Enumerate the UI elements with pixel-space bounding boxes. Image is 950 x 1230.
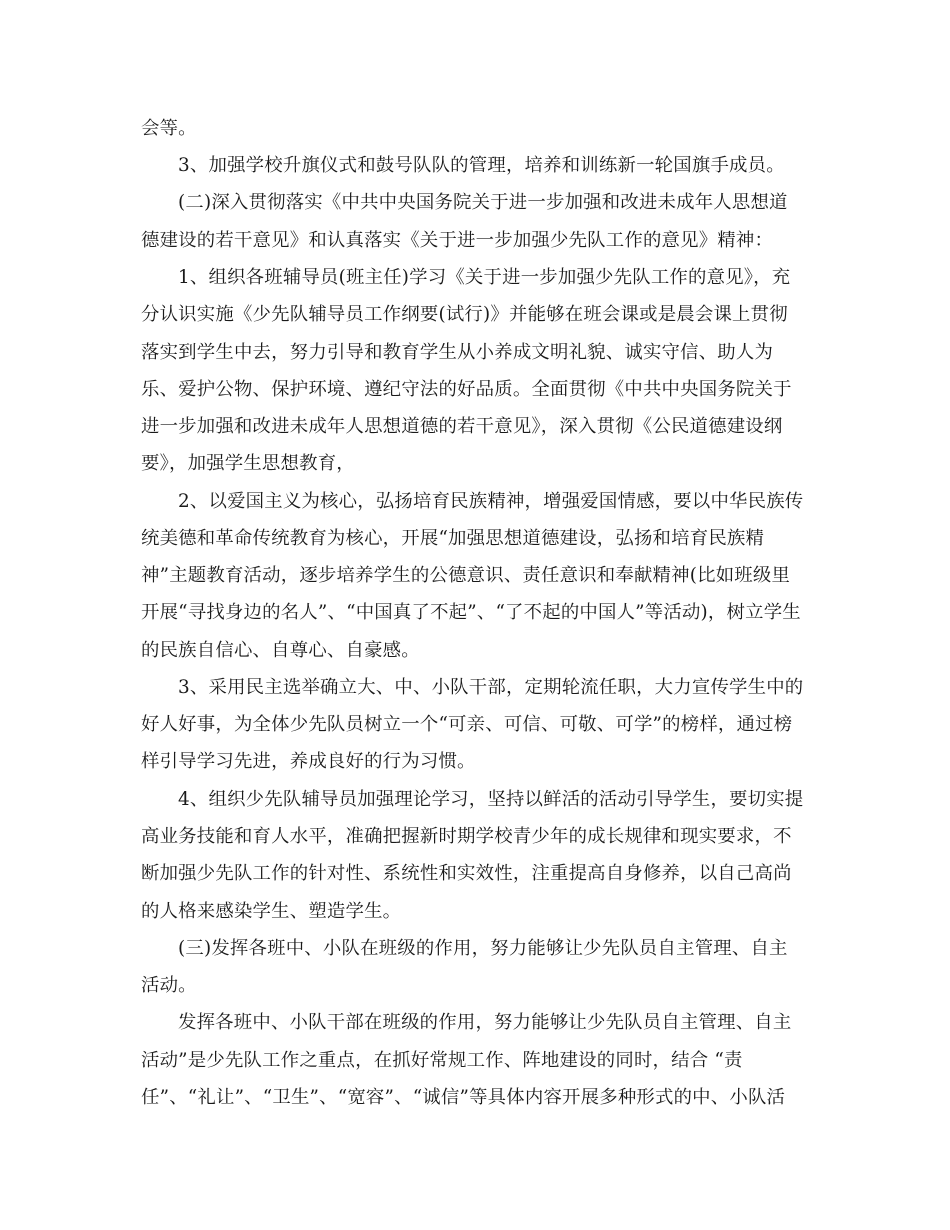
text-line: 4、组织少先队辅导员加强理论学习，坚持以鲜活的活动引导学生，要切实提 [178, 789, 804, 810]
text-line: 3、采用民主选举确立大、中、小队干部，定期轮流任职，大力宣传学生中的 [178, 677, 804, 698]
text-line: 活动。 [141, 975, 197, 996]
text-line: 乐、爱护公物、保护环境、遵纪守法的好品质。全面贯彻《中共中央国务院关于 [141, 379, 792, 400]
text-line: 发挥各班中、小队干部在班级的作用，努力能够让少先队员自主管理、自主 [178, 1012, 792, 1033]
text-line: 样引导学习先进，养成良好的行为习惯。 [141, 751, 476, 772]
text-line: 落实到学生中去，努力引导和教育学生从小养成文明礼貌、诚实守信、助人为 [141, 342, 774, 363]
text-line: 好人好事，为全体少先队员树立一个“可亲、可信、可敬、可学”的榜样，通过榜 [141, 714, 793, 735]
text-line: 德建设的若干意见》和认真落实《关于进一步加强少先队工作的意见》精神： [141, 230, 774, 251]
text-line: 3、加强学校升旗仪式和鼓号队队的管理，培养和训练新一轮国旗手成员。 [178, 155, 785, 176]
text-line: 断加强少先队工作的针对性、系统性和实效性，注重提高自身修养，以自己高尚 [141, 863, 792, 884]
text-line: 任”、“礼让”、“卫生”、“宽容”、“诚信”等具体内容开展多种形式的中、小队活 [141, 1087, 786, 1108]
text-line: 活动”是少先队工作之重点，在抓好常规工作、阵地建设的同时，结合 “责 [141, 1050, 743, 1071]
text-line: 开展“寻找身边的名人”、“中国真了不起”、“了不起的中国人”等活动)，树立学生 [141, 602, 801, 623]
text-line: 高业务技能和育人水平，准确把握新时期学校青少年的成长规律和现实要求，不 [141, 826, 792, 847]
text-line: (二)深入贯彻落实《中共中央国务院关于进一步加强和改进未成年人思想道 [178, 192, 788, 213]
text-line: 统美德和革命传统教育为核心，开展“加强思想道德建设，弘扬和培育民族精 [141, 528, 765, 549]
text-line: 的人格来感染学生、塑造学生。 [141, 901, 402, 922]
text-line: 分认识实施《少先队辅导员工作纲要(试行)》并能够在班会课或是晨会课上贯彻 [141, 304, 788, 325]
text-line: (三)发挥各班中、小队在班级的作用，努力能够让少先队员自主管理、自主 [178, 938, 788, 959]
text-line: 1、组织各班辅导员(班主任)学习《关于进一步加强少先队工作的意见》，充 [178, 267, 791, 288]
text-line: 会等。 [141, 118, 197, 139]
text-line: 2、以爱国主义为核心，弘扬培育民族精神，增强爱国情感，要以中华民族传 [178, 491, 804, 512]
text-line: 进一步加强和改进未成年人思想道德的若干意见》，深入贯彻《公民道德建设纲 [141, 416, 783, 437]
text-line: 的民族自信心、自尊心、自豪感。 [141, 640, 420, 661]
text-line: 要》，加强学生思想教育， [141, 453, 355, 474]
text-line: 神”主题教育活动，逐步培养学生的公德意识、责任意识和奉献精神(比如班级里 [141, 565, 791, 586]
